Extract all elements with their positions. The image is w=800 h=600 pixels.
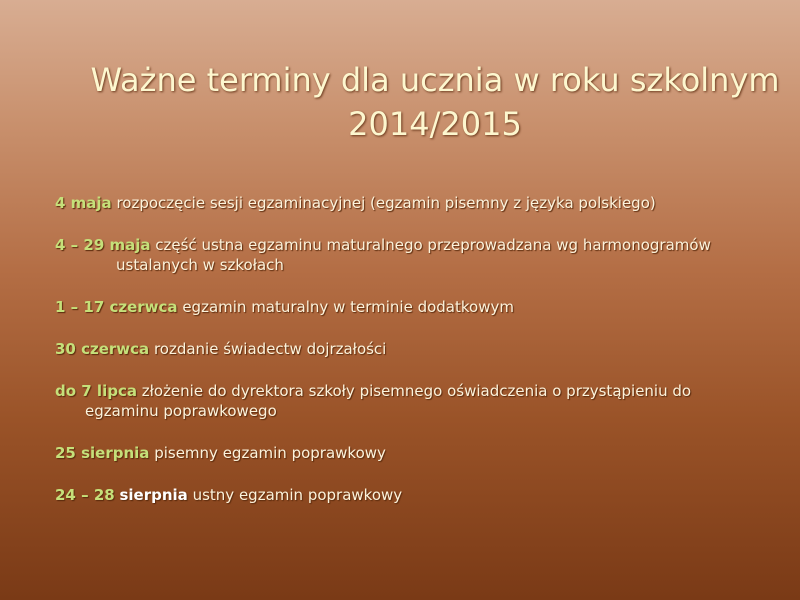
item-date: 30 czerwca	[55, 340, 150, 358]
item-text: ustny egzamin poprawkowy	[192, 486, 403, 504]
item-date: 4 maja	[55, 194, 112, 212]
slide-title	[70, 58, 800, 146]
item-date: do 7 lipca	[55, 382, 137, 400]
list-item	[55, 235, 775, 275]
item-text-continuation: egzaminu poprawkowego	[85, 402, 277, 420]
item-text: rozdanie świadectw dojrzałości	[153, 340, 387, 358]
dates-list	[55, 193, 775, 527]
item-date-month: sierpnia	[119, 486, 188, 504]
title-line-1: Ważne terminy dla ucznia w roku szkolnym	[90, 61, 780, 99]
list-item	[55, 443, 775, 463]
title-line-2: 2014/2015	[348, 105, 522, 143]
item-date: 4 – 29 maja	[55, 236, 151, 254]
item-text: część ustna egzaminu maturalnego przeprowadzana wg harmonogramów	[155, 236, 711, 254]
list-item	[55, 339, 775, 359]
item-date: 1 – 17 czerwca	[55, 298, 178, 316]
list-item	[55, 485, 775, 505]
list-item	[55, 381, 775, 421]
item-text-continuation: ustalanych w szkołach	[116, 256, 284, 274]
list-item	[55, 297, 775, 317]
item-text: egzamin maturalny w terminie dodatkowym	[182, 298, 514, 316]
item-date: 24 – 28	[55, 486, 115, 504]
item-text: złożenie do dyrektora szkoły pisemnego oświadczenia o przystąpieniu do	[141, 382, 692, 400]
item-text: pisemny egzamin poprawkowy	[154, 444, 386, 462]
list-item	[55, 193, 775, 213]
item-date: 25 sierpnia	[55, 444, 150, 462]
item-text: rozpoczęcie sesji egzaminacyjnej (egzamin pisemny z języka polskiego)	[116, 194, 656, 212]
